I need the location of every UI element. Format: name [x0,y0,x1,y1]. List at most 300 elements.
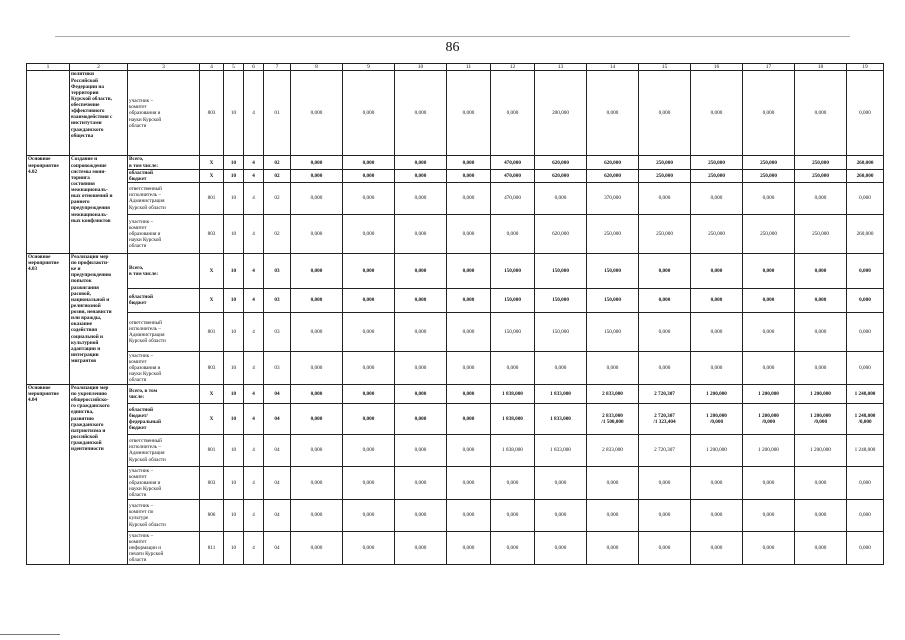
amount-cell: 250,000 [587,214,639,253]
event-code-cell: Основное мероприятие 4.02 [27,156,70,254]
amount-cell: 1 248,000 [847,434,884,466]
amount-cell: 2 720,307 [639,384,691,403]
amount-cell: 0,000 [291,214,343,253]
amount-cell: 0,000 [291,531,343,564]
table-row [27,531,884,564]
amount-cell: 1 200,000 [795,384,847,403]
column-number: 16 [691,64,743,71]
code-cell: 4 [244,71,264,156]
column-number: 11 [447,64,491,71]
executor-cell: участник – комитет по культуре Курской области [128,499,200,531]
amount-cell: 0,000 [343,214,395,253]
amount-cell: 0,000 [535,351,587,384]
amount-cell: 0,000 [395,351,447,384]
code-cell: Х [200,384,224,403]
amount-cell: 0,000 [291,71,343,156]
code-cell: 801 [200,182,224,214]
column-number: 5 [224,64,244,71]
executor-cell: областной бюджет/ федеральный бюджет [128,403,200,434]
amount-cell: 0,000 [447,169,491,182]
code-cell: 4 [244,351,264,384]
code-cell: 03 [264,253,291,288]
code-cell: 4 [244,384,264,403]
amount-cell: 250,000 [795,156,847,169]
amount-cell: 0,000 [743,253,795,288]
code-cell: 4 [244,403,264,434]
amount-cell: 0,000 [343,499,395,531]
column-number: 14 [587,64,639,71]
code-cell: 803 [200,214,224,253]
amount-cell: 620,000 [535,169,587,182]
amount-cell: 0,000 [395,156,447,169]
amount-cell: 150,000 [535,253,587,288]
code-cell: 4 [244,288,264,312]
amount-cell: 0,000 [639,499,691,531]
amount-cell: 0,000 [535,182,587,214]
amount-cell: 620,000 [587,169,639,182]
column-number: 7 [264,64,291,71]
amount-cell: 0,000 [587,466,639,499]
amount-cell: 0,000 [535,499,587,531]
amount-cell: 620,000 [535,156,587,169]
amount-cell: 0,000 [639,71,691,156]
column-number: 2 [70,64,128,71]
table-row [27,499,884,531]
code-cell: 803 [200,466,224,499]
column-number: 19 [847,64,884,71]
code-cell: 03 [264,288,291,312]
code-cell: 803 [200,71,224,156]
code-cell: 02 [264,169,291,182]
amount-cell: 470,000 [491,169,535,182]
amount-cell: 0,000 [447,403,491,434]
amount-cell: 0,000 [343,71,395,156]
amount-cell: 1 833,000 [535,434,587,466]
amount-cell: 0,000 [395,466,447,499]
amount-cell: 150,000 [491,253,535,288]
table-row [27,466,884,499]
code-cell: 03 [264,312,291,351]
table-row [27,312,884,351]
code-cell: 04 [264,466,291,499]
amount-cell: 0,000 [795,531,847,564]
amount-cell: 0,000 [343,466,395,499]
amount-cell: 260,000 [847,156,884,169]
amount-cell: 0,000 [795,499,847,531]
amount-cell: 0,000 [291,466,343,499]
amount-cell: 2 833,000 [587,384,639,403]
code-cell: 10 [224,403,244,434]
amount-cell: 1 838,000 [491,434,535,466]
code-cell: 10 [224,434,244,466]
code-cell [27,71,70,156]
code-cell: 811 [200,531,224,564]
code-cell: 10 [224,214,244,253]
amount-cell: 0,000 [743,71,795,156]
budget-table [26,63,884,565]
amount-cell: 250,000 [691,169,743,182]
column-number: 12 [491,64,535,71]
table-row [27,214,884,253]
amount-cell: 0,000 [447,253,491,288]
amount-cell: 0,000 [847,351,884,384]
event-name-cell: Реализация мер по профилакти- ке и предупреждению попыток разжигания расовой, национальной и религиозной розни, ненависти или вражды, оказание содействия социальной и культурной адаптации и интеграции мигрантов [70,253,128,384]
amount-cell: 0,000 [535,531,587,564]
amount-cell: 0,000 [395,214,447,253]
amount-cell: 150,000 [491,288,535,312]
amount-cell: 0,000 [291,288,343,312]
executor-cell: областной бюджет [128,169,200,182]
amount-cell: 620,000 [535,214,587,253]
amount-cell: 0,000 [395,288,447,312]
page-number: 86 [445,40,460,55]
amount-cell: 150,000 [535,288,587,312]
amount-cell: 0,000 [743,312,795,351]
code-cell: 04 [264,434,291,466]
amount-cell: 0,000 [847,531,884,564]
amount-cell: 200,000 [535,71,587,156]
amount-cell: 0,000 [491,466,535,499]
code-cell: 4 [244,169,264,182]
amount-cell: 260,000 [847,214,884,253]
amount-cell: 0,000 [343,403,395,434]
amount-cell: 0,000 [395,384,447,403]
event-code-cell: Основное мероприятие 4.04 [27,384,70,564]
amount-cell: 0,000 [691,312,743,351]
amount-cell: 250,000 [743,214,795,253]
amount-cell: 0,000 [691,499,743,531]
code-cell: 04 [264,531,291,564]
code-cell: 4 [244,156,264,169]
amount-cell: 0,000 [847,466,884,499]
amount-cell: 0,000 [795,71,847,156]
amount-cell: 0,000 [291,169,343,182]
code-cell: 10 [224,71,244,156]
amount-cell: 0,000 [447,71,491,156]
code-cell: 4 [244,466,264,499]
executor-cell: Всего, в том числе: [128,384,200,403]
table-row [27,351,884,384]
amount-cell: 470,000 [491,182,535,214]
executor-cell: ответственный исполнитель – Администрация Курской области [128,182,200,214]
amount-cell: 1 200,000 /0,000 [795,403,847,434]
event-name-cell: политики Российской Федерации на территории Курской области, обеспечение эффективного взаимодействия с институтами гражданского общества [70,71,128,156]
table-row [27,169,884,182]
amount-cell: 0,000 [743,288,795,312]
column-number: 9 [343,64,395,71]
amount-cell: 2 833,000 /1 500,000 [587,403,639,434]
code-cell: 04 [264,403,291,434]
executor-cell: ответственный исполнитель – Администрация Курской области [128,312,200,351]
amount-cell: 2 720,307 /1 323,404 [639,403,691,434]
amount-cell: 0,000 [343,531,395,564]
amount-cell: 150,000 [491,312,535,351]
code-cell: 04 [264,384,291,403]
amount-cell: 0,000 [639,531,691,564]
amount-cell: 0,000 [395,253,447,288]
code-cell: 4 [244,253,264,288]
code-cell: 801 [200,312,224,351]
amount-cell: 0,000 [343,312,395,351]
amount-cell: 0,000 [795,182,847,214]
code-cell: 4 [244,499,264,531]
amount-cell: 1 200,000 [743,434,795,466]
amount-cell: 0,000 [291,351,343,384]
executor-cell: участник – комитет образования и науки Курской области [128,214,200,253]
code-cell: 01 [264,71,291,156]
table-row [27,434,884,466]
column-number: 17 [743,64,795,71]
amount-cell: 0,000 [447,182,491,214]
amount-cell: 0,000 [343,351,395,384]
amount-cell: 0,000 [743,466,795,499]
amount-cell: 0,000 [291,403,343,434]
amount-cell: 0,000 [847,499,884,531]
code-cell: 04 [264,499,291,531]
amount-cell: 0,000 [291,182,343,214]
top-rule [55,36,850,37]
code-cell: 02 [264,182,291,214]
amount-cell: 1 838,000 [491,403,535,434]
amount-cell: 0,000 [395,499,447,531]
amount-cell: 0,000 [395,312,447,351]
amount-cell: 1 248,000 [847,384,884,403]
code-cell: 4 [244,214,264,253]
amount-cell: 0,000 [639,253,691,288]
amount-cell: 0,000 [291,156,343,169]
event-name-cell: Создание и сопровождение системы мони- торинга состояния межнациональ- ных отношений и раннего предупреждения межнациональ- ных конфликтов [70,156,128,254]
amount-cell: 0,000 [691,182,743,214]
code-cell: 10 [224,499,244,531]
code-cell: Х [200,253,224,288]
executor-cell: участник – комитет образования и науки Курской области [128,351,200,384]
amount-cell: 0,000 [743,182,795,214]
amount-cell: 0,000 [447,156,491,169]
amount-cell: 0,000 [491,71,535,156]
amount-cell: 1 200,000 [691,434,743,466]
amount-cell: 0,000 [691,351,743,384]
code-cell: 10 [224,531,244,564]
code-cell: Х [200,169,224,182]
amount-cell: 0,000 [395,434,447,466]
table-row [27,288,884,312]
amount-cell: 0,000 [343,434,395,466]
column-number: 18 [795,64,847,71]
amount-cell: 1 833,000 [535,384,587,403]
amount-cell: 0,000 [639,351,691,384]
table-row [27,403,884,434]
amount-cell: 0,000 [639,182,691,214]
amount-cell: 0,000 [447,288,491,312]
executor-cell: Всего, в том числе: [128,156,200,169]
amount-cell: 0,000 [395,71,447,156]
code-cell: 801 [200,434,224,466]
amount-cell: 1 200,000 /0,000 [743,403,795,434]
amount-cell: 0,000 [395,169,447,182]
amount-cell: 0,000 [691,466,743,499]
amount-cell: 0,000 [343,182,395,214]
amount-cell: 0,000 [639,288,691,312]
code-cell: 10 [224,182,244,214]
column-number: 6 [244,64,264,71]
amount-cell: 0,000 [795,351,847,384]
amount-cell: 0,000 [343,288,395,312]
header-row [27,64,884,71]
amount-cell: 250,000 [691,156,743,169]
amount-cell: 0,000 [447,351,491,384]
amount-cell: 0,000 [291,253,343,288]
amount-cell: 0,000 [447,434,491,466]
amount-cell: 1 200,000 [795,434,847,466]
amount-cell: 0,000 [491,499,535,531]
amount-cell: 0,000 [691,71,743,156]
amount-cell: 2 720,307 [639,434,691,466]
amount-cell: 0,000 [447,312,491,351]
amount-cell: 0,000 [587,499,639,531]
amount-cell: 250,000 [639,169,691,182]
amount-cell: 0,000 [847,71,884,156]
amount-cell: 620,000 [587,156,639,169]
code-cell: 10 [224,384,244,403]
amount-cell: 250,000 [795,169,847,182]
code-cell: 4 [244,312,264,351]
amount-cell: 0,000 [847,253,884,288]
amount-cell: 0,000 [491,214,535,253]
amount-cell: 250,000 [691,214,743,253]
bottom-rule [0,634,60,635]
column-number: 13 [535,64,587,71]
executor-cell: Всего, в том числе: [128,253,200,288]
amount-cell: 0,000 [795,288,847,312]
table-row [27,384,884,403]
amount-cell: 1 248,000 /0,000 [847,403,884,434]
column-number: 15 [639,64,691,71]
amount-cell: 0,000 [291,384,343,403]
amount-cell: 0,000 [291,312,343,351]
amount-cell: 0,000 [343,253,395,288]
amount-cell: 0,000 [447,499,491,531]
amount-cell: 370,000 [587,182,639,214]
amount-cell: 0,000 [743,531,795,564]
amount-cell: 0,000 [291,434,343,466]
amount-cell: 0,000 [691,531,743,564]
amount-cell: 0,000 [587,351,639,384]
amount-cell: 0,000 [795,312,847,351]
amount-cell: 0,000 [795,253,847,288]
amount-cell: 250,000 [795,214,847,253]
column-number: 8 [291,64,343,71]
code-cell: 4 [244,531,264,564]
column-number: 4 [200,64,224,71]
amount-cell: 1 200,000 [743,384,795,403]
amount-cell: 0,000 [343,156,395,169]
amount-cell: 0,000 [847,312,884,351]
amount-cell: 0,000 [535,466,587,499]
amount-cell: 0,000 [447,384,491,403]
executor-cell: ответственный исполнитель – Администрация Курской области [128,434,200,466]
amount-cell: 0,000 [795,466,847,499]
amount-cell: 0,000 [491,351,535,384]
amount-cell: 0,000 [395,531,447,564]
amount-cell: 2 833,000 [587,434,639,466]
amount-cell: 250,000 [639,214,691,253]
amount-cell: 250,000 [639,156,691,169]
executor-cell: областной бюджет [128,288,200,312]
executor-cell: участник – комитет информации и печати Курской области [128,531,200,564]
amount-cell: 0,000 [447,466,491,499]
table-row [27,156,884,169]
event-name-cell: Реализация мер по укреплению общероссийско- го гражданского единства, развитию гражданского патриотизма и российской гражданской идентичности [70,384,128,564]
code-cell: Х [200,403,224,434]
amount-cell: 470,000 [491,156,535,169]
column-number: 3 [128,64,200,71]
amount-cell: 250,000 [743,156,795,169]
column-number: 1 [27,64,70,71]
amount-cell: 0,000 [691,253,743,288]
amount-cell: 0,000 [291,499,343,531]
amount-cell: 260,000 [847,169,884,182]
code-cell: 02 [264,214,291,253]
code-cell: 4 [244,182,264,214]
code-cell: 03 [264,351,291,384]
amount-cell: 150,000 [535,312,587,351]
amount-cell: 0,000 [639,312,691,351]
amount-cell: 0,000 [847,182,884,214]
column-number: 10 [395,64,447,71]
amount-cell: 1 200,000 /0,000 [691,403,743,434]
amount-cell: 0,000 [343,384,395,403]
code-cell: Х [200,156,224,169]
amount-cell: 0,000 [447,214,491,253]
code-cell: 10 [224,156,244,169]
amount-cell: 150,000 [587,312,639,351]
code-cell: 10 [224,351,244,384]
code-cell: 10 [224,253,244,288]
code-cell: 10 [224,312,244,351]
table-row [27,182,884,214]
code-cell: 806 [200,499,224,531]
amount-cell: 0,000 [847,288,884,312]
amount-cell: 150,000 [587,288,639,312]
amount-cell: 0,000 [343,169,395,182]
amount-cell: 1 833,000 [535,403,587,434]
amount-cell: 0,000 [691,288,743,312]
code-cell: 02 [264,156,291,169]
table-row [27,71,884,156]
amount-cell: 1 838,000 [491,384,535,403]
amount-cell: 0,000 [743,351,795,384]
amount-cell: 0,000 [587,71,639,156]
amount-cell: 0,000 [491,531,535,564]
executor-cell: участник – комитет образования и науки Курской области [128,71,200,156]
amount-cell: 1 200,000 [691,384,743,403]
amount-cell: 0,000 [395,403,447,434]
amount-cell: 0,000 [743,499,795,531]
amount-cell: 0,000 [639,466,691,499]
table-row [27,253,884,288]
amount-cell: 0,000 [587,531,639,564]
code-cell: 10 [224,169,244,182]
code-cell: 4 [244,434,264,466]
event-code-cell: Основное мероприятие 4.03 [27,253,70,384]
executor-cell: участник – комитет образования и науки Курской области [128,466,200,499]
amount-cell: 250,000 [743,169,795,182]
amount-cell: 0,000 [447,531,491,564]
amount-cell: 0,000 [395,182,447,214]
code-cell: Х [200,288,224,312]
amount-cell: 150,000 [587,253,639,288]
code-cell: 803 [200,351,224,384]
